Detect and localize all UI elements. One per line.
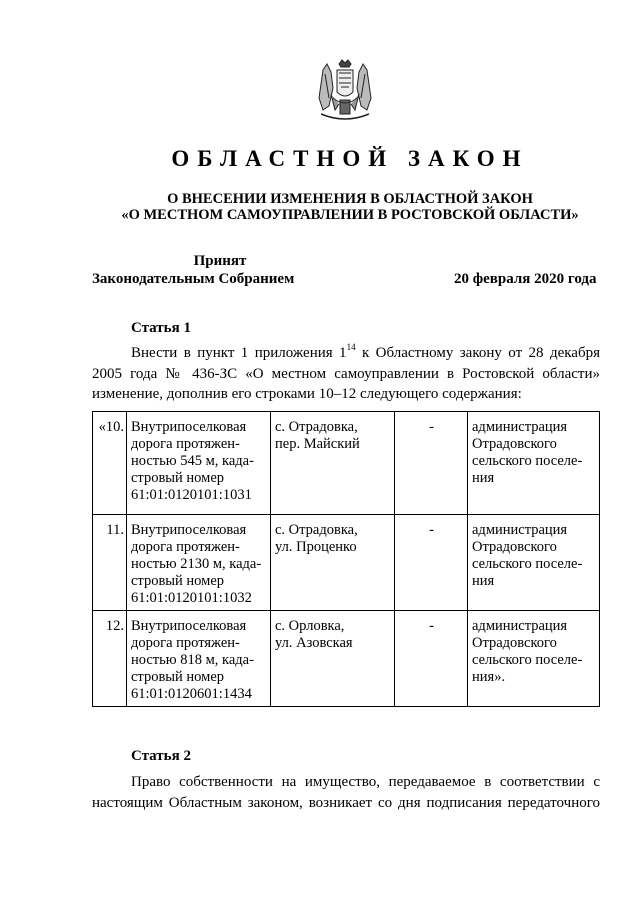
object-description	[127, 412, 271, 515]
description-line: дорога протяжен-	[131, 436, 240, 452]
recipient-line: сельского поселе-	[472, 556, 583, 572]
recipient-line: ния	[472, 470, 495, 486]
location-line: пер. Майский	[275, 436, 360, 452]
recipient-line: Отрадовского	[472, 436, 557, 452]
footnote-superscript: 14	[346, 343, 356, 352]
recipient-line: Отрадовского	[472, 539, 557, 555]
article-1-line-3: изменение, дополнив его строками 10–12 следующего содержания:	[92, 386, 522, 402]
article-2-text	[92, 772, 600, 813]
empty-value-dash: -	[395, 412, 468, 515]
recipient-line: администрация	[472, 522, 568, 538]
object-location	[271, 611, 395, 707]
object-description	[127, 515, 271, 611]
description-line: Внутрипоселковая	[131, 618, 247, 634]
table-row	[93, 611, 600, 707]
location-line: ул. Азовская	[275, 635, 353, 651]
description-line: ностью 2130 м, када-	[131, 556, 262, 572]
description-line: дорога протяжен-	[131, 539, 240, 555]
table-row	[93, 515, 600, 611]
article-2-line-1: Право собственности на имущество, передаваемое в соответствии с	[131, 774, 600, 790]
location-line: с. Орловка,	[275, 618, 345, 634]
recipient-line: администрация	[472, 618, 568, 634]
article-1-line-2: 2005 года № 436-ЗС «О местном самоуправлении в Ростовской области»	[92, 365, 600, 382]
recipient-line: сельского поселе-	[472, 652, 583, 668]
article-1-line-1: Внести в пункт 1 приложения $1^{14}$ к Областному закону от 28 декабря	[131, 343, 600, 361]
description-line: дорога протяжен-	[131, 635, 240, 651]
object-description	[127, 611, 271, 707]
recipient-administration	[468, 515, 600, 611]
location-line: ул. Проценко	[275, 539, 357, 555]
recipient-line: ния	[472, 573, 495, 589]
description-line: 61:01:0120601:1434	[131, 686, 252, 702]
document-type-title: ОБЛАСТНОЙ ЗАКОН	[171, 146, 529, 171]
table-row	[93, 412, 600, 515]
recipient-line: ния».	[472, 669, 506, 685]
empty-value-dash: -	[395, 611, 468, 707]
recipient-line: сельского поселе-	[472, 453, 583, 469]
location-line: с. Отрадовка,	[275, 419, 358, 435]
object-location	[271, 412, 395, 515]
recipient-administration	[468, 412, 600, 515]
row-number: 11.	[93, 515, 127, 611]
article-2-heading: Статья 2	[131, 748, 191, 764]
article-1-text	[92, 343, 600, 405]
description-line: стровый номер	[131, 573, 225, 589]
row-number: 12.	[93, 611, 127, 707]
law-title-line-2: «О МЕСТНОМ САМОУПРАВЛЕНИИ В РОСТОВСКОЙ ОБЛАСТИ»	[121, 207, 579, 223]
description-line: 61:01:0120101:1031	[131, 487, 252, 503]
description-line: Внутрипоселковая	[131, 522, 247, 538]
description-line: 61:01:0120101:1032	[131, 590, 252, 606]
description-line: ностью 545 м, када-	[131, 453, 254, 469]
description-line: стровый номер	[131, 669, 225, 685]
description-line: ностью 818 м, када-	[131, 652, 254, 668]
adoption-date: 20 февраля 2020 года	[454, 271, 597, 287]
recipient-line: Отрадовского	[472, 635, 557, 651]
recipient-line: администрация	[472, 419, 568, 435]
article-1-heading: Статья 1	[131, 320, 191, 336]
coat-of-arms-icon	[313, 58, 377, 124]
location-line: с. Отрадовка,	[275, 522, 358, 538]
empty-value-dash: -	[395, 515, 468, 611]
article-2-line-2: настоящим Областным законом, возникает со дня подписания передаточного	[92, 794, 600, 811]
row-number: «10.	[93, 412, 127, 515]
object-location	[271, 515, 395, 611]
accepted-label: Принят	[193, 253, 247, 269]
description-line: Внутрипоселковая	[131, 419, 247, 435]
amendment-table	[92, 411, 600, 707]
description-line: стровый номер	[131, 470, 225, 486]
recipient-administration	[468, 611, 600, 707]
adopting-body: Законодательным Собранием	[92, 271, 295, 287]
law-title-line-1: О ВНЕСЕНИИ ИЗМЕНЕНИЯ В ОБЛАСТНОЙ ЗАКОН	[167, 191, 533, 207]
